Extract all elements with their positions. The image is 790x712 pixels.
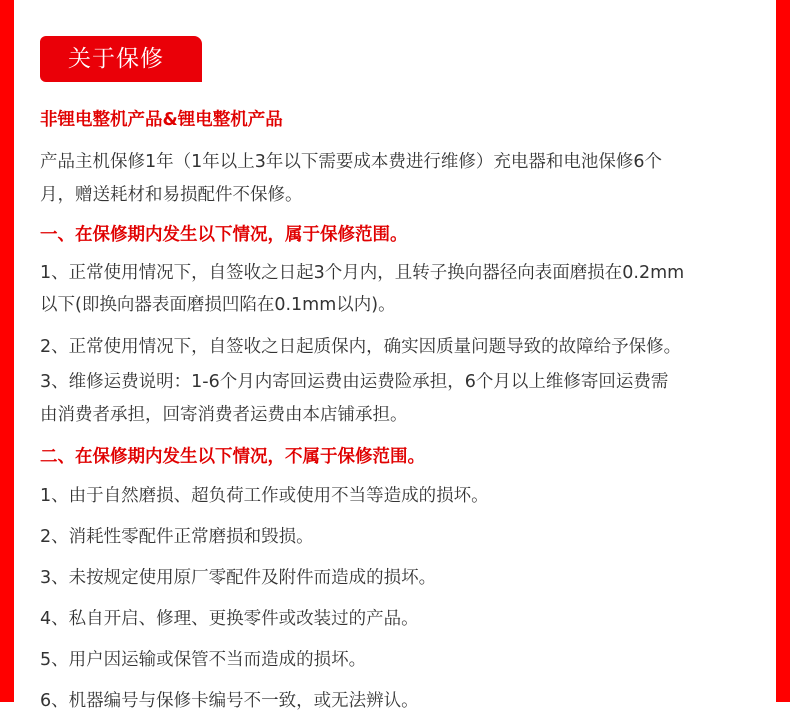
warranty-title-badge: 关于保修: [40, 36, 202, 82]
covered-item-3-line-2: 由消费者承担，回寄消费者运费由本店铺承担。: [40, 405, 408, 425]
excluded-item-4: 4、私自开启、修理、更换零件或改装过的产品。: [40, 609, 419, 629]
excluded-section-title: 二、在保修期内发生以下情况，不属于保修范围。: [40, 447, 425, 467]
covered-item-3-line-1: 3、维修运费说明：1-6个月内寄回运费由运费险承担，6个月以上维修寄回运费需: [40, 372, 669, 392]
category-title: 非锂电整机产品&锂电整机产品: [40, 110, 283, 130]
excluded-item-1: 1、由于自然磨损、超负荷工作或使用不当等造成的损坏。: [40, 486, 489, 506]
excluded-item-5: 5、用户因运输或保管不当而造成的损坏。: [40, 650, 367, 670]
intro-text-line-1: 产品主机保修1年（1年以上3年以下需要成本费进行维修）充电器和电池保修6个: [40, 152, 663, 172]
excluded-item-3: 3、未按规定使用原厂零配件及附件而造成的损坏。: [40, 568, 437, 588]
excluded-item-2: 2、消耗性零配件正常磨损和毁损。: [40, 527, 314, 547]
covered-item-1-line-1: 1、正常使用情况下，自签收之日起3个月内，且转子换向器径向表面磨损在0.2mm: [40, 263, 685, 283]
covered-section-title: 一、在保修期内发生以下情况，属于保修范围。: [40, 225, 408, 245]
right-red-border: [776, 0, 790, 702]
left-red-border: [0, 0, 14, 702]
intro-text-line-2: 月，赠送耗材和易损配件不保修。: [40, 185, 303, 205]
excluded-item-6: 6、机器编号与保修卡编号不一致，或无法辨认。: [40, 691, 419, 711]
warranty-content: [40, 0, 768, 711]
covered-item-1-line-2: 以下(即换向器表面磨损凹陷在0.1mm以内)。: [40, 295, 396, 315]
covered-item-2: 2、正常使用情况下，自签收之日起质保内，确实因质量问题导致的故障给予保修。: [40, 337, 682, 357]
